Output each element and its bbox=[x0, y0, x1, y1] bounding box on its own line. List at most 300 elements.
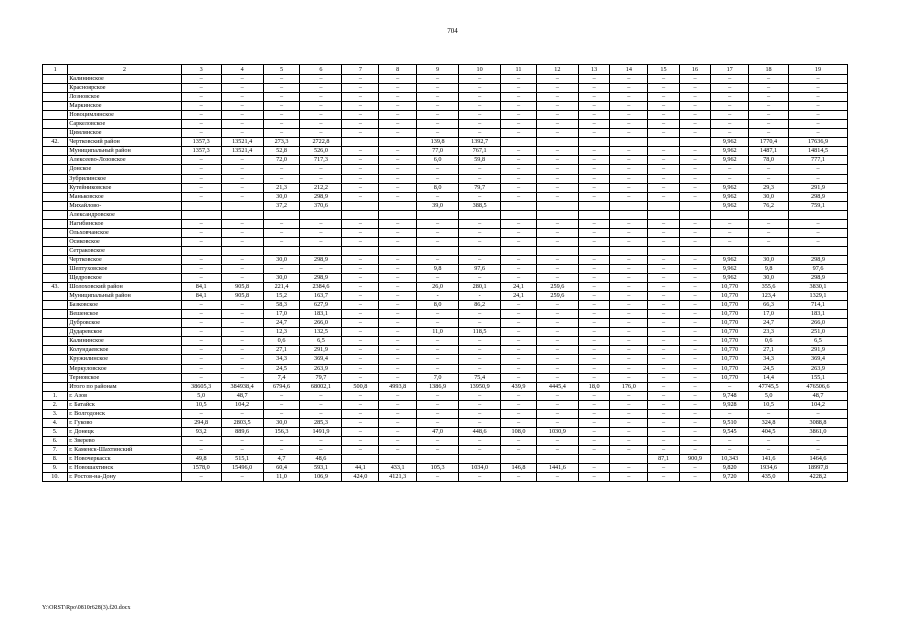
table-cell: 23,3 bbox=[749, 328, 789, 337]
territory-name: Дударевское bbox=[68, 328, 181, 337]
table-cell: – bbox=[610, 174, 648, 183]
table-cell: – bbox=[711, 93, 749, 102]
table-cell: – bbox=[379, 319, 417, 328]
table-cell bbox=[501, 201, 537, 210]
territory-name: Донское bbox=[68, 165, 181, 174]
row-number: 10. bbox=[43, 473, 68, 482]
table-cell: – bbox=[536, 192, 578, 201]
table-cell: – bbox=[648, 165, 680, 174]
table-cell: 905,8 bbox=[221, 283, 263, 292]
table-cell: – bbox=[578, 427, 610, 436]
territory-name: г. Гуково bbox=[68, 418, 181, 427]
table-cell: – bbox=[181, 346, 221, 355]
table-cell: – bbox=[648, 274, 680, 283]
table-cell: 30,0 bbox=[749, 192, 789, 201]
table-cell: – bbox=[711, 382, 749, 391]
row-number bbox=[43, 355, 68, 364]
table-cell: 10,770 bbox=[711, 301, 749, 310]
table-cell: 10,770 bbox=[711, 373, 749, 382]
table-cell: – bbox=[789, 93, 848, 102]
table-cell: – bbox=[679, 355, 711, 364]
table-cell: – bbox=[459, 391, 501, 400]
table-cell: 59,8 bbox=[459, 156, 501, 165]
table-cell: – bbox=[648, 228, 680, 237]
table-cell: – bbox=[679, 409, 711, 418]
table-cell bbox=[610, 210, 648, 219]
table-cell: 6794,6 bbox=[263, 382, 300, 391]
table-cell: 9,962 bbox=[711, 264, 749, 273]
row-number: 2. bbox=[43, 400, 68, 409]
territory-name: Вешенское bbox=[68, 310, 181, 319]
table-cell: – bbox=[501, 183, 537, 192]
table-cell: – bbox=[610, 409, 648, 418]
table-cell: – bbox=[679, 129, 711, 138]
territory-name: Колундаевское bbox=[68, 346, 181, 355]
territory-name: Сетраковское bbox=[68, 246, 181, 255]
table-cell: – bbox=[610, 373, 648, 382]
table-row bbox=[43, 264, 848, 273]
table-cell: 4,7 bbox=[263, 454, 300, 463]
table-cell: – bbox=[379, 183, 417, 192]
table-cell: – bbox=[679, 274, 711, 283]
table-cell: 14814,5 bbox=[789, 147, 848, 156]
table-cell: 24,1 bbox=[501, 292, 537, 301]
table-cell bbox=[181, 201, 221, 210]
territory-name: Щедровское bbox=[68, 274, 181, 283]
table-cell: – bbox=[648, 427, 680, 436]
table-cell: – bbox=[749, 174, 789, 183]
table-cell: – bbox=[789, 111, 848, 120]
table-cell bbox=[300, 246, 342, 255]
table-cell: 104,2 bbox=[789, 400, 848, 409]
table-cell bbox=[501, 210, 537, 219]
row-number bbox=[43, 93, 68, 102]
table-cell: 717,3 bbox=[300, 156, 342, 165]
table-row bbox=[43, 346, 848, 355]
table-cell: – bbox=[417, 255, 459, 264]
row-number bbox=[43, 301, 68, 310]
table-cell: – bbox=[679, 301, 711, 310]
table-cell: – bbox=[221, 228, 263, 237]
row-number bbox=[43, 84, 68, 93]
table-cell: – bbox=[711, 165, 749, 174]
table-row bbox=[43, 436, 848, 445]
table-cell: – bbox=[300, 219, 342, 228]
table-cell: – bbox=[536, 129, 578, 138]
table-cell: – bbox=[610, 93, 648, 102]
table-cell: – bbox=[417, 228, 459, 237]
table-cell: 12,3 bbox=[263, 328, 300, 337]
table-cell: – bbox=[379, 355, 417, 364]
table-row bbox=[43, 319, 848, 328]
table-cell: – bbox=[679, 364, 711, 373]
table-cell: – bbox=[501, 337, 537, 346]
table-cell: 266,0 bbox=[789, 319, 848, 328]
table-cell: – bbox=[578, 319, 610, 328]
column-number: 6 bbox=[300, 65, 342, 75]
table-row bbox=[43, 93, 848, 102]
table-cell: – bbox=[342, 147, 379, 156]
table-cell: – bbox=[610, 292, 648, 301]
table-cell: – bbox=[536, 102, 578, 111]
table-cell: – bbox=[342, 102, 379, 111]
table-cell: – bbox=[459, 355, 501, 364]
table-cell: – bbox=[578, 337, 610, 346]
table-cell: 905,8 bbox=[221, 292, 263, 301]
territory-name: Саркеловское bbox=[68, 120, 181, 129]
territory-name: г. Зверево bbox=[68, 436, 181, 445]
table-cell: – bbox=[536, 310, 578, 319]
table-cell: 34,3 bbox=[749, 355, 789, 364]
table-cell: – bbox=[789, 219, 848, 228]
table-cell: – bbox=[221, 337, 263, 346]
table-cell bbox=[536, 138, 578, 147]
table-row bbox=[43, 400, 848, 409]
table-cell: – bbox=[221, 174, 263, 183]
table-cell: – bbox=[501, 310, 537, 319]
table-cell: – bbox=[749, 228, 789, 237]
table-row bbox=[43, 454, 848, 463]
table-cell: – bbox=[181, 436, 221, 445]
table-cell bbox=[501, 454, 537, 463]
table-cell: – bbox=[342, 174, 379, 183]
table-cell: 9,962 bbox=[711, 147, 749, 156]
table-cell: 6,0 bbox=[417, 156, 459, 165]
table-row bbox=[43, 382, 848, 391]
table-cell: 48,6 bbox=[300, 454, 342, 463]
table-cell: – bbox=[749, 237, 789, 246]
table-cell: – bbox=[342, 328, 379, 337]
table-cell: – bbox=[536, 255, 578, 264]
table-cell: – bbox=[379, 111, 417, 120]
table-cell: 285,3 bbox=[300, 418, 342, 427]
table-cell: 298,9 bbox=[789, 255, 848, 264]
table-cell: – bbox=[648, 382, 680, 391]
table-cell: – bbox=[536, 237, 578, 246]
table-cell: – bbox=[342, 255, 379, 264]
table-cell: 183,1 bbox=[300, 310, 342, 319]
table-row bbox=[43, 464, 848, 473]
table-cell: – bbox=[501, 129, 537, 138]
table-cell: 48,7 bbox=[789, 391, 848, 400]
table-cell: – bbox=[263, 93, 300, 102]
table-cell: – bbox=[536, 346, 578, 355]
table-cell bbox=[342, 201, 379, 210]
table-cell: – bbox=[459, 319, 501, 328]
table-cell: – bbox=[536, 319, 578, 328]
table-cell: – bbox=[342, 337, 379, 346]
table-cell bbox=[648, 138, 680, 147]
table-cell: 118,5 bbox=[459, 328, 501, 337]
table-cell: – bbox=[679, 156, 711, 165]
row-number bbox=[43, 129, 68, 138]
table-cell bbox=[221, 210, 263, 219]
table-cell: – bbox=[578, 464, 610, 473]
column-number: 18 bbox=[749, 65, 789, 75]
table-cell: – bbox=[221, 75, 263, 84]
table-cell: – bbox=[578, 156, 610, 165]
table-cell: 2722,8 bbox=[300, 138, 342, 147]
table-cell: – bbox=[181, 192, 221, 201]
table-cell: – bbox=[648, 264, 680, 273]
table-cell: 30,0 bbox=[749, 274, 789, 283]
table-cell: – bbox=[181, 174, 221, 183]
table-cell: – bbox=[342, 409, 379, 418]
table-cell: 155,1 bbox=[789, 373, 848, 382]
territory-name: г. Новочеркасск bbox=[68, 454, 181, 463]
table-cell: – bbox=[610, 75, 648, 84]
territory-name: г. Азов bbox=[68, 391, 181, 400]
table-cell: – bbox=[610, 301, 648, 310]
table-cell: 424,0 bbox=[342, 473, 379, 482]
table-cell: – bbox=[379, 364, 417, 373]
table-cell: 97,6 bbox=[789, 264, 848, 273]
table-cell: 8,0 bbox=[417, 183, 459, 192]
table-cell: 1491,9 bbox=[300, 427, 342, 436]
table-cell: – bbox=[679, 436, 711, 445]
table-cell: 97,6 bbox=[459, 264, 501, 273]
table-cell: – bbox=[578, 102, 610, 111]
table-cell: – bbox=[501, 147, 537, 156]
table-cell: – bbox=[679, 228, 711, 237]
table-cell: – bbox=[679, 192, 711, 201]
table-cell: 1487,1 bbox=[749, 147, 789, 156]
table-cell: – bbox=[679, 445, 711, 454]
row-number bbox=[43, 174, 68, 183]
table-cell: 30,0 bbox=[263, 274, 300, 283]
table-cell bbox=[648, 201, 680, 210]
table-cell: – bbox=[379, 328, 417, 337]
table-cell: 13521,4 bbox=[221, 147, 263, 156]
table-cell: 5,0 bbox=[749, 391, 789, 400]
table-cell: – bbox=[679, 174, 711, 183]
table-cell: – bbox=[536, 400, 578, 409]
table-cell: – bbox=[379, 219, 417, 228]
table-cell: – bbox=[536, 409, 578, 418]
table-row bbox=[43, 246, 848, 255]
territory-name: Ольховчанское bbox=[68, 228, 181, 237]
table-cell: – bbox=[417, 111, 459, 120]
table-cell: – bbox=[648, 93, 680, 102]
table-cell: – bbox=[342, 427, 379, 436]
table-cell: 259,6 bbox=[536, 292, 578, 301]
table-cell: – bbox=[501, 219, 537, 228]
table-cell: – bbox=[459, 255, 501, 264]
table-cell: 259,6 bbox=[536, 283, 578, 292]
table-cell: – bbox=[648, 337, 680, 346]
table-cell: 78,0 bbox=[749, 156, 789, 165]
table-cell: – bbox=[711, 75, 749, 84]
table-cell: – bbox=[610, 237, 648, 246]
table-cell: 17636,9 bbox=[789, 138, 848, 147]
table-cell: – bbox=[610, 156, 648, 165]
table-cell: – bbox=[679, 464, 711, 473]
table-cell: – bbox=[501, 319, 537, 328]
table-cell: – bbox=[536, 120, 578, 129]
table-cell: – bbox=[648, 391, 680, 400]
table-cell: 1441,6 bbox=[536, 464, 578, 473]
row-number bbox=[43, 120, 68, 129]
territory-name: Лозновское bbox=[68, 93, 181, 102]
table-cell: 627,9 bbox=[300, 301, 342, 310]
table-cell: 448,6 bbox=[459, 427, 501, 436]
table-cell: – bbox=[578, 292, 610, 301]
table-cell: – bbox=[300, 102, 342, 111]
table-cell: – bbox=[501, 192, 537, 201]
table-cell: – bbox=[711, 436, 749, 445]
table-cell: – bbox=[263, 174, 300, 183]
column-number: 9 bbox=[417, 65, 459, 75]
table-cell: – bbox=[789, 445, 848, 454]
table-cell: – bbox=[648, 192, 680, 201]
table-cell: – bbox=[679, 427, 711, 436]
table-cell: – bbox=[711, 228, 749, 237]
table-cell: – bbox=[300, 400, 342, 409]
table-cell: – bbox=[536, 473, 578, 482]
table-cell: – bbox=[221, 120, 263, 129]
table-cell: – bbox=[501, 436, 537, 445]
table-cell: – bbox=[459, 192, 501, 201]
table-cell: – bbox=[578, 364, 610, 373]
table-cell: 132,5 bbox=[300, 328, 342, 337]
table-cell: – bbox=[263, 84, 300, 93]
table-cell: 384938,4 bbox=[221, 382, 263, 391]
table-cell: 9,962 bbox=[711, 274, 749, 283]
table-cell: – bbox=[459, 165, 501, 174]
table-cell: – bbox=[417, 418, 459, 427]
table-cell: – bbox=[578, 255, 610, 264]
table-cell: 1770,4 bbox=[749, 138, 789, 147]
table-cell: – bbox=[501, 93, 537, 102]
table-cell: – bbox=[221, 111, 263, 120]
table-cell: 10,770 bbox=[711, 355, 749, 364]
table-cell: – bbox=[648, 292, 680, 301]
table-cell: – bbox=[379, 165, 417, 174]
table-cell: – bbox=[679, 165, 711, 174]
table-cell: – bbox=[300, 445, 342, 454]
territory-name: Муниципальный район bbox=[68, 147, 181, 156]
table-cell: – bbox=[501, 391, 537, 400]
table-cell: – bbox=[648, 373, 680, 382]
row-number bbox=[43, 264, 68, 273]
table-cell: – bbox=[749, 129, 789, 138]
table-cell: – bbox=[679, 337, 711, 346]
table-cell bbox=[459, 246, 501, 255]
table-cell: 84,1 bbox=[181, 283, 221, 292]
table-cell: 7,4 bbox=[263, 373, 300, 382]
table-cell: – bbox=[578, 436, 610, 445]
table-cell: – bbox=[501, 373, 537, 382]
row-number bbox=[43, 183, 68, 192]
table-cell: – bbox=[789, 165, 848, 174]
table-cell: – bbox=[648, 75, 680, 84]
table-cell: – bbox=[342, 84, 379, 93]
table-cell: – bbox=[679, 400, 711, 409]
table-cell: – bbox=[181, 228, 221, 237]
table-cell: – bbox=[459, 473, 501, 482]
table-cell: – bbox=[578, 346, 610, 355]
table-cell: – bbox=[417, 102, 459, 111]
table-cell bbox=[379, 454, 417, 463]
data-table bbox=[42, 64, 848, 482]
table-cell bbox=[379, 246, 417, 255]
table-cell: – bbox=[221, 183, 263, 192]
table-cell: 38605,3 bbox=[181, 382, 221, 391]
table-cell: – bbox=[379, 400, 417, 409]
table-cell: – bbox=[263, 391, 300, 400]
territory-name: Чертковский район bbox=[68, 138, 181, 147]
table-cell: – bbox=[610, 346, 648, 355]
table-cell: – bbox=[501, 301, 537, 310]
row-number bbox=[43, 274, 68, 283]
table-cell: – bbox=[181, 409, 221, 418]
table-cell: – bbox=[610, 264, 648, 273]
table-cell: – bbox=[417, 165, 459, 174]
row-number bbox=[43, 246, 68, 255]
table-cell: – bbox=[536, 364, 578, 373]
table-cell bbox=[578, 246, 610, 255]
table-cell: – bbox=[459, 75, 501, 84]
territory-name: Терновское bbox=[68, 373, 181, 382]
table-cell: – bbox=[648, 436, 680, 445]
row-number: 42. bbox=[43, 138, 68, 147]
table-cell: – bbox=[536, 418, 578, 427]
table-cell: – bbox=[536, 75, 578, 84]
table-cell: – bbox=[221, 192, 263, 201]
table-cell: – bbox=[536, 445, 578, 454]
table-cell: – bbox=[379, 409, 417, 418]
table-cell: – bbox=[417, 192, 459, 201]
table-cell: 18997,8 bbox=[789, 464, 848, 473]
table-cell bbox=[749, 210, 789, 219]
table-cell bbox=[342, 454, 379, 463]
table-cell bbox=[648, 210, 680, 219]
row-number bbox=[43, 192, 68, 201]
table-cell: – bbox=[263, 445, 300, 454]
table-cell: – bbox=[789, 436, 848, 445]
table-cell: 0,6 bbox=[263, 337, 300, 346]
table-cell: – bbox=[501, 400, 537, 409]
table-cell: 47745,5 bbox=[749, 382, 789, 391]
table-cell: – bbox=[379, 156, 417, 165]
row-number bbox=[43, 111, 68, 120]
table-row bbox=[43, 328, 848, 337]
table-cell: 30,0 bbox=[749, 255, 789, 264]
table-cell: – bbox=[648, 147, 680, 156]
table-cell: – bbox=[263, 228, 300, 237]
table-cell: – bbox=[749, 111, 789, 120]
table-cell: – bbox=[578, 473, 610, 482]
table-cell: – bbox=[610, 427, 648, 436]
table-cell: 10,770 bbox=[711, 337, 749, 346]
table-cell bbox=[501, 246, 537, 255]
row-number: 43. bbox=[43, 283, 68, 292]
table-cell: – bbox=[648, 156, 680, 165]
table-cell: – bbox=[578, 228, 610, 237]
table-row bbox=[43, 292, 848, 301]
table-cell bbox=[536, 201, 578, 210]
page-number: 704 bbox=[447, 27, 458, 35]
table-cell bbox=[379, 210, 417, 219]
table-cell: – bbox=[300, 264, 342, 273]
table-cell: – bbox=[648, 111, 680, 120]
table-cell: 291,9 bbox=[789, 346, 848, 355]
table-cell bbox=[610, 138, 648, 147]
column-number: 2 bbox=[68, 65, 181, 75]
table-cell: – bbox=[221, 156, 263, 165]
table-cell: – bbox=[749, 75, 789, 84]
row-number bbox=[43, 255, 68, 264]
